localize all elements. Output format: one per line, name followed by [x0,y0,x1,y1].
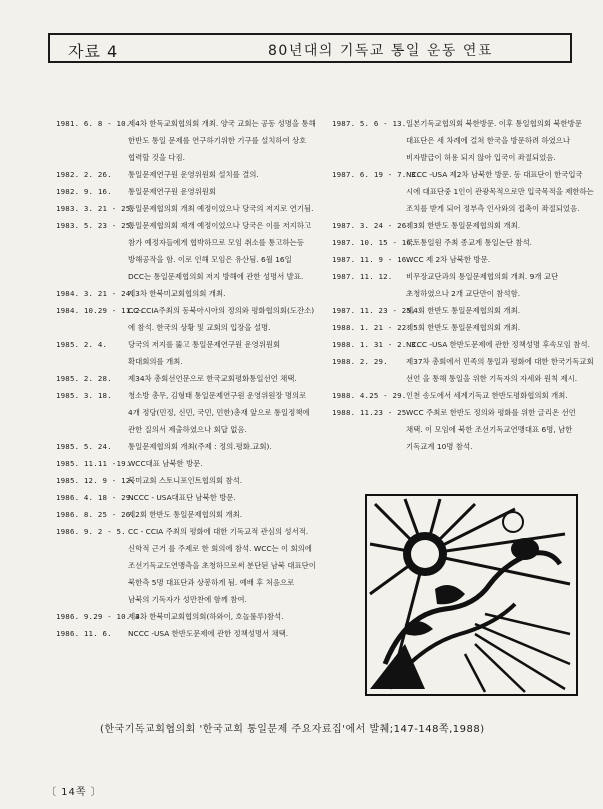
page-title: 80년대의 기독교 통일 운동 연표 [268,43,493,59]
entry-date: 1987. 11. 12. [332,272,393,281]
timeline-entry [56,166,316,183]
entry-date: 1985. 2. 4. [56,340,108,349]
entry-text: 당국의 저지를 뚫고 통일문제연구원 운영위원회 확대회의를 개최. [128,340,281,366]
entry-text: 제3차 한북미교회협의회 개최. [128,289,226,298]
timeline-entry [56,285,316,302]
entry-text: 통일문제협의회 개최 예정이었으나 당국의 저지로 연기됨. [128,204,314,213]
timeline-entry [56,336,316,370]
entry-date: 1988. 2. 29. [332,357,388,366]
entry-text: 제4회 한반도 통일문제협의회 개최. [406,306,521,315]
entry-text: 인천 송도에서 세계기독교 한반도평화협의회 개최. [406,391,568,400]
entry-date: 1985. 11.11 -19. [56,459,131,468]
timeline-entry [56,608,316,625]
timeline-entry [56,183,316,200]
timeline-entry [56,625,316,642]
timeline-entry [56,455,316,472]
entry-text: 통일문제협의회 개최(주제 : 정의.평화.교회). [128,442,272,451]
timeline-entry [56,217,316,285]
timeline-right-column [332,115,594,455]
timeline-entry [332,404,594,455]
entry-text: NCCC - USA대표단 남북한 방문. [128,493,236,502]
timeline-entry [332,251,594,268]
entry-date: 1986. 8. 25 - 26. [56,510,136,519]
entry-text: 제4차 한북미교회협의회(하와이, 호놀룰루)참석. [128,612,284,621]
entry-date: 1986. 9.29 - 10. 3. [56,612,145,621]
entry-date: 1985. 12. 9 - 12. [56,476,136,485]
entry-date: 1988. 11.23 - 25 [332,408,407,417]
entry-date: 1985. 3. 18. [56,391,112,400]
entry-date: 1986. 9. 2 - 5. [56,527,126,536]
timeline-entry [332,115,594,166]
entry-text: 제5회 한반도 통일문제협의회 개최. [406,323,521,332]
entry-text: 제34차 총회선언문으로 한국교회평화통일선언 채택. [128,374,297,383]
entry-text: 비무장교단과의 통일문제협의회 개최. 9개 교단 초청하였으나 2개 교단만이 참석함. [406,272,559,298]
entry-date: 1988. 4.25 - 29. [332,391,407,400]
entry-date: 1982. 9. 16. [56,187,112,196]
entry-text: CC-CCIA주최의 동북아시아의 정의와 평화협의회(도잔소)에 참석. 한국의 상황 및 교회의 입장을 설명. [128,306,315,332]
timeline-entry [56,506,316,523]
timeline-entry [332,217,594,234]
entry-date: 1987. 11. 9 - 16. [332,255,412,264]
entry-date: 1986. 11. 6. [56,629,112,638]
timeline-entry [56,200,316,217]
timeline-entry [332,353,594,387]
entry-text: 통일문제협의회 재개 예정이었으나 당국은 이를 저지하고 참가 예정자들에게 협박하므로 모임 취소를 통고하는등 방해공작을 함. 이로 인해 모임은 유산됨. 6월 16일 DCC는 통일문제협의회 저지 방해에 관한 성명서 발표. [128,221,312,281]
timeline-entry [332,319,594,336]
entry-date: 1987. 10. 15 - 16. [332,238,416,247]
entry-date: 1982. 2. 26. [56,170,112,179]
material-label: 자료 4 [68,42,119,61]
timeline-entry [56,438,316,455]
entry-text: CC - CCIA 주최의 평화에 대한 기독교적 관심의 성서적.신학적 근거 를 주제로 한 회의에 참석. WCC는 이 회의에 조선기독교도연맹측을 초청하므로써 분단된 남북 대표단이 북한측 5명 대표단과 상봉하게 됨. 예배 후 처음으로 남북의 기독자가 성만찬에 함께 참여. [128,527,316,604]
timeline-entry [332,387,594,404]
timeline-entry [56,387,316,438]
timeline-entry [56,472,316,489]
page-number: 〔 14쪽 〕 [46,787,102,798]
timeline-entry [56,523,316,608]
timeline-entry [56,302,316,336]
entry-text: 제37차 총회에서 민족의 통일과 평화에 대한 한국기독교회 선언 을 통해 통일을 위한 기독자의 자세와 원칙 제시. [406,357,594,383]
timeline-entry [332,166,594,217]
timeline-entry [332,336,594,353]
entry-date: 1988. 1. 21 - 22. [332,323,412,332]
entry-date: 1983. 5. 23 - 25. [56,221,136,230]
entry-text: 제3회 한반도 통일문제협의회 개최. [406,221,521,230]
timeline-entry [56,489,316,506]
entry-text: 일본기독교협의회 북한방문. 이후 통일협의회 북한방문 대표단은 세 차례에 걸쳐 한국을 방문하려 하였으나 비자발급이 허용 되지 않아 입국이 좌절되었음. [406,119,582,162]
entry-text: 통일문제연구원 운영위원회 [128,187,217,196]
entry-text: WCC 제 2차 남북한 방문. [406,255,491,264]
entry-text: 제2회 한반도 통일문제협의회 개최. [128,510,243,519]
source-citation: (한국기독교회협의회 '한국교회 통일문제 주요자료집'에서 발췌;147-148쪽,1988) [100,724,485,735]
entry-text: 북미교회 스토니포인트협의회 참석. [128,476,243,485]
woodcut-illustration [365,494,578,696]
entry-date: 1985. 5. 24. [56,442,112,451]
entry-text: 제4차 한독교회협의회 개최. 양국 교회는 공동 성명을 통해 한반도 통일 문제를 연구하기위한 기구를 설치하여 상호 협력할 것을 다짐. [128,119,316,162]
timeline-entry [332,302,594,319]
timeline-entry [56,115,316,166]
entry-date: 1984. 10.29 - 11.2. [56,306,145,315]
entry-date: 1988. 1. 31 - 2. 3. [332,340,421,349]
title-box [48,33,572,63]
entry-text: 국토통일원 주최 종교계 통일논단 참석. [406,238,532,247]
entry-date: 1983. 3. 21 - 25. [56,204,136,213]
timeline-left-column [56,115,316,642]
timeline-entry [332,234,594,251]
entry-date: 1987. 5. 6 - 13. [332,119,407,128]
entry-text: NCCC -USA 한반도문제에 관한 정책성명서 채택. [128,629,289,638]
timeline-entry [56,370,316,387]
entry-date: 1987. 11. 23 - 25. [332,306,416,315]
timeline-entry [332,268,594,302]
entry-date: 1985. 2. 28. [56,374,112,383]
entry-date: 1987. 6. 19 - 7. 3. [332,170,421,179]
entry-text: WCC대표 남북한 방문. [128,459,203,468]
entry-date: 1981. 6. 8 - 10. [56,119,131,128]
entry-text: 청소방 총무, 김형태 통일문제연구원 운영위원장 명의로 4개 정당(민정, 신민, 국민, 민한)총재 앞으로 통일정책에 관한 질의서 제출하였으나 회답 없음. [128,391,310,434]
entry-text: 통일문제연구원 운영위원회 설치를 결의. [128,170,259,179]
entry-date: 1986. 4. 18 - 29. [56,493,136,502]
entry-text: NCCC -USA 제2차 남북한 방문. 동 대표단이 한국입국 시에 대표단중 1인이 관광목적으로만 입국목적을 제한하는 조치를 받게 되어 정부측 인사와의 접촉이 좌절되었음. [406,170,594,213]
entry-text: WCC 주최로 한반도 정의와 평화를 위한 글리온 선언 채택. 이 모임에 북한 조선기독교연맹대표 6명, 남한 기독교계 10명 참석. [406,408,576,451]
entry-date: 1984. 3. 21 - 24. [56,289,136,298]
entry-text: NCCC -USA 한반도문제에 관한 정책성명 후속모임 참석. [406,340,590,349]
entry-date: 1987. 3. 24 - 26. [332,221,412,230]
